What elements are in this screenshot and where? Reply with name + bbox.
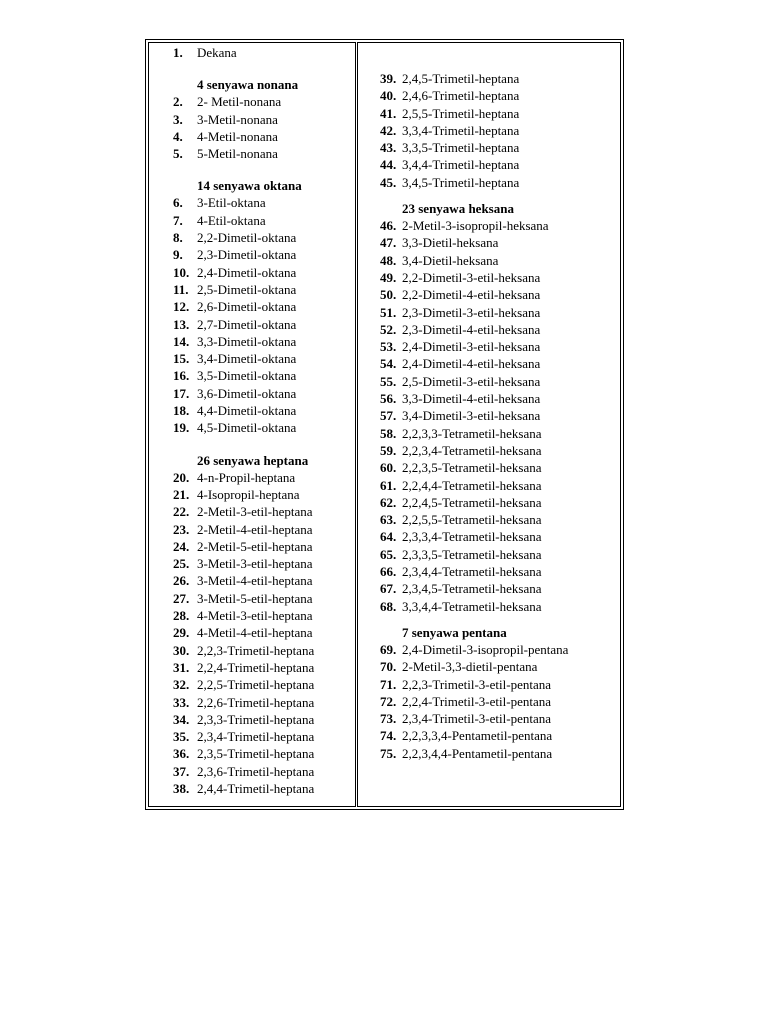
- compound-name: 3-Metil-3-etil-heptana: [197, 556, 313, 572]
- list-item: [149, 145, 355, 162]
- compound-name: 3,4-Dietil-heksana: [402, 252, 499, 268]
- item-number: 69.: [380, 641, 397, 657]
- item-number: 54.: [380, 356, 397, 372]
- list-item: [358, 658, 620, 675]
- item-number: 23.: [173, 521, 190, 537]
- item-number: 22.: [173, 504, 190, 520]
- item-number: 30.: [173, 642, 190, 658]
- compound-name: 2,2,3,4,4-Pentametil-pentana: [402, 745, 553, 761]
- right-list: [358, 70, 620, 762]
- item-number: 32.: [173, 677, 190, 693]
- item-number: 57.: [380, 408, 397, 424]
- item-number: 60.: [380, 460, 397, 476]
- compound-name: 2,2-Dimetil-4-etil-heksana: [402, 287, 541, 303]
- list-item: [149, 521, 355, 538]
- item-number: 43.: [380, 140, 397, 156]
- list-item: [358, 407, 620, 424]
- item-number: 66.: [380, 564, 397, 580]
- list-item: [358, 373, 620, 390]
- compound-name: 2,3,4-Trimetil-heptana: [197, 729, 315, 745]
- section-heading: 14 senyawa oktana: [197, 178, 302, 194]
- item-number: 58.: [380, 425, 397, 441]
- compound-name: 2,2,4,4-Tetrametil-heksana: [402, 477, 542, 493]
- list-item: [149, 229, 355, 246]
- item-number: 49.: [380, 269, 397, 285]
- compound-name: 3,3,5-Trimetil-heptana: [402, 140, 520, 156]
- item-number: 11.: [173, 281, 189, 297]
- list-item: [358, 425, 620, 442]
- item-number: 48.: [380, 252, 397, 268]
- compound-name: 2-Metil-4-etil-heptana: [197, 521, 313, 537]
- list-item: [149, 246, 355, 263]
- compound-name: 2,5-Dimetil-3-etil-heksana: [402, 373, 541, 389]
- list-item: [358, 355, 620, 372]
- item-number: 7.: [173, 212, 183, 228]
- compound-name: 2,2,3,3-Tetrametil-heksana: [402, 425, 542, 441]
- item-number: 19.: [173, 420, 190, 436]
- left-list: [149, 44, 355, 797]
- compound-name: 2,4-Dimetil-oktana: [197, 264, 297, 280]
- item-number: 72.: [380, 693, 397, 709]
- list-item: [358, 156, 620, 173]
- compound-name: 2,2,3,4-Tetrametil-heksana: [402, 442, 542, 458]
- list-item: [149, 469, 355, 486]
- item-number: 38.: [173, 780, 190, 796]
- list-item: [358, 546, 620, 563]
- compound-name: 2,7-Dimetil-oktana: [197, 316, 297, 332]
- list-item: [149, 93, 355, 110]
- item-number: 3.: [173, 111, 183, 127]
- item-number: 31.: [173, 659, 190, 675]
- list-item: [358, 234, 620, 251]
- document-frame: [145, 39, 624, 810]
- left-column: [148, 42, 356, 807]
- list-item: [149, 711, 355, 728]
- compound-name: 3-Metil-nonana: [197, 111, 278, 127]
- item-number: 12.: [173, 299, 190, 315]
- list-item: [358, 174, 620, 191]
- list-item: [149, 572, 355, 589]
- list-item: [149, 212, 355, 229]
- compound-name: 3,4-Dimetil-oktana: [197, 351, 297, 367]
- list-item: [149, 659, 355, 676]
- compound-name: 2,2,4-Trimetil-3-etil-pentana: [402, 693, 551, 709]
- compound-name: 2,4-Dimetil-3-etil-heksana: [402, 339, 541, 355]
- list-item: [149, 763, 355, 780]
- list-item: [149, 728, 355, 745]
- list-item: [358, 286, 620, 303]
- item-number: 61.: [380, 477, 397, 493]
- item-number: 15.: [173, 351, 190, 367]
- list-item: [149, 607, 355, 624]
- item-number: 74.: [380, 728, 397, 744]
- list-item: [358, 321, 620, 338]
- list-item: [358, 641, 620, 658]
- list-item: [149, 676, 355, 693]
- list-item: [358, 727, 620, 744]
- item-number: 64.: [380, 529, 397, 545]
- item-number: 29.: [173, 625, 190, 641]
- item-number: 62.: [380, 494, 397, 510]
- compound-name: 2,3,4,5-Tetrametil-heksana: [402, 581, 542, 597]
- list-item: [358, 105, 620, 122]
- item-number: 6.: [173, 195, 183, 211]
- compound-name: 4-Etil-oktana: [197, 212, 266, 228]
- item-number: 63.: [380, 512, 397, 528]
- list-item: [149, 333, 355, 350]
- compound-name: 2-Metil-5-etil-heptana: [197, 538, 313, 554]
- item-number: 24.: [173, 538, 190, 554]
- item-number: 46.: [380, 218, 397, 234]
- item-number: 10.: [173, 264, 190, 280]
- item-number: 56.: [380, 391, 397, 407]
- compound-name: 3,3-Dimetil-oktana: [197, 333, 297, 349]
- item-number: 20.: [173, 469, 190, 485]
- item-number: 33.: [173, 694, 190, 710]
- compound-name: 2,2,4,5-Tetrametil-heksana: [402, 494, 542, 510]
- compound-name: 2,2,5-Trimetil-heptana: [197, 677, 315, 693]
- compound-name: 2,3,4,4-Tetrametil-heksana: [402, 564, 542, 580]
- item-number: 8.: [173, 230, 183, 246]
- right-column: [357, 42, 621, 807]
- compound-name: 2-Metil-3,3-dietil-pentana: [402, 659, 538, 675]
- list-item: [149, 367, 355, 384]
- item-number: 59.: [380, 442, 397, 458]
- item-number: 71.: [380, 676, 397, 692]
- list-item: [149, 316, 355, 333]
- item-number: 70.: [380, 659, 397, 675]
- compound-name: 2- Metil-nonana: [197, 94, 282, 110]
- compound-name: 2,4-Dimetil-4-etil-heksana: [402, 356, 541, 372]
- item-number: 73.: [380, 711, 397, 727]
- compound-name: 4-n-Propil-heptana: [197, 469, 296, 485]
- list-item: [149, 745, 355, 762]
- item-number: 65.: [380, 546, 397, 562]
- compound-name: 4-Metil-3-etil-heptana: [197, 608, 313, 624]
- compound-name: 2,3,6-Trimetil-heptana: [197, 763, 315, 779]
- compound-name: 2,3,3,5-Tetrametil-heksana: [402, 546, 542, 562]
- list-item: [358, 676, 620, 693]
- item-number: 67.: [380, 581, 397, 597]
- list-item: [358, 252, 620, 269]
- compound-name: 3,4,5-Trimetil-heptana: [402, 174, 520, 190]
- item-number: 55.: [380, 373, 397, 389]
- compound-name: 5-Metil-nonana: [197, 146, 278, 162]
- compound-name: 2,2-Dimetil-oktana: [197, 230, 297, 246]
- section-heading: 7 senyawa pentana: [402, 624, 507, 640]
- item-number: 18.: [173, 403, 190, 419]
- compound-name: 2,2,4-Trimetil-heptana: [197, 659, 315, 675]
- list-item: [149, 538, 355, 555]
- item-number: 41.: [380, 105, 397, 121]
- compound-name: 3,3-Dietil-heksana: [402, 235, 499, 251]
- item-number: 47.: [380, 235, 397, 251]
- list-item: [149, 419, 355, 436]
- section-heading: 23 senyawa heksana: [402, 201, 514, 217]
- item-number: 51.: [380, 304, 397, 320]
- compound-name: 2,6-Dimetil-oktana: [197, 299, 297, 315]
- list-item: [149, 128, 355, 145]
- item-number: 68.: [380, 598, 397, 614]
- compound-name: 4-Isopropil-heptana: [197, 486, 300, 502]
- list-item: [358, 745, 620, 762]
- list-item: [149, 503, 355, 520]
- item-number: 5.: [173, 146, 183, 162]
- item-number: 34.: [173, 711, 190, 727]
- list-item: [358, 511, 620, 528]
- item-number: 39.: [380, 71, 397, 86]
- compound-name: 2,4,4-Trimetil-heptana: [197, 780, 315, 796]
- compound-name: 2,4,6-Trimetil-heptana: [402, 88, 520, 104]
- list-item: [358, 710, 620, 727]
- item-number: 40.: [380, 88, 397, 104]
- compound-name: 4-Metil-4-etil-heptana: [197, 625, 313, 641]
- compound-name: 4-Metil-nonana: [197, 128, 278, 144]
- list-item: [358, 70, 620, 87]
- compound-name: 2-Metil-3-etil-heptana: [197, 504, 313, 520]
- list-item: [358, 598, 620, 615]
- compound-name: 2,3,3-Trimetil-heptana: [197, 711, 315, 727]
- item-number: 37.: [173, 763, 190, 779]
- list-item: [358, 304, 620, 321]
- item-number: 14.: [173, 333, 190, 349]
- list-item: [149, 590, 355, 607]
- compound-name: 2,2,3,3,4-Pentametil-pentana: [402, 728, 553, 744]
- compound-name: 2,5,5-Trimetil-heptana: [402, 105, 520, 121]
- item-number: 13.: [173, 316, 190, 332]
- compound-name: 2,2,3-Trimetil-heptana: [197, 642, 315, 658]
- list-item: [149, 694, 355, 711]
- compound-name: 3,5-Dimetil-oktana: [197, 368, 297, 384]
- list-item: [358, 442, 620, 459]
- item-number: 26.: [173, 573, 190, 589]
- list-item: [149, 780, 355, 797]
- compound-name: 2,3,3,4-Tetrametil-heksana: [402, 529, 542, 545]
- list-item: [149, 402, 355, 419]
- compound-name: 3,4-Dimetil-3-etil-heksana: [402, 408, 541, 424]
- compound-name: 2-Metil-3-isopropil-heksana: [402, 218, 549, 234]
- compound-name: 3,4,4-Trimetil-heptana: [402, 157, 520, 173]
- item-number: 17.: [173, 385, 190, 401]
- list-item: [149, 298, 355, 315]
- compound-name: 2,3-Dimetil-oktana: [197, 247, 297, 263]
- list-item: [358, 217, 620, 234]
- list-item: [358, 139, 620, 156]
- compound-name: 3,3,4-Trimetil-heptana: [402, 122, 520, 138]
- list-item: [358, 87, 620, 104]
- list-item: [149, 264, 355, 281]
- item-number: 42.: [380, 122, 397, 138]
- compound-name: 2,2,6-Trimetil-heptana: [197, 694, 315, 710]
- compound-name: 2,4-Dimetil-3-isopropil-pentana: [402, 641, 569, 657]
- compound-name: 3,3,4,4-Tetrametil-heksana: [402, 598, 542, 614]
- item-number: 27.: [173, 590, 190, 606]
- compound-name: 3-Metil-5-etil-heptana: [197, 590, 313, 606]
- item-number: 36.: [173, 746, 190, 762]
- item-number: 21.: [173, 486, 190, 502]
- compound-name: 2,2-Dimetil-3-etil-heksana: [402, 269, 541, 285]
- compound-name: 2,2,5,5-Tetrametil-heksana: [402, 512, 542, 528]
- compound-name: 2,4,5-Trimetil-heptana: [402, 71, 520, 86]
- item-number: 9.: [173, 247, 183, 263]
- compound-name: 2,3,4-Trimetil-3-etil-pentana: [402, 711, 551, 727]
- list-item: [358, 528, 620, 545]
- list-item: [358, 269, 620, 286]
- list-item: [358, 580, 620, 597]
- list-item: [149, 486, 355, 503]
- item-number: 44.: [380, 157, 397, 173]
- compound-name: 2,2,3-Trimetil-3-etil-pentana: [402, 676, 551, 692]
- compound-name: 2,2,3,5-Tetrametil-heksana: [402, 460, 542, 476]
- compound-name: 3,3-Dimetil-4-etil-heksana: [402, 391, 541, 407]
- item-number: 28.: [173, 608, 190, 624]
- compound-name: 3-Metil-4-etil-heptana: [197, 573, 313, 589]
- item-number: 52.: [380, 321, 397, 337]
- item-number: 25.: [173, 556, 190, 572]
- item-number: 53.: [380, 339, 397, 355]
- item-number: 16.: [173, 368, 190, 384]
- item-number: 75.: [380, 745, 397, 761]
- list-item: [149, 350, 355, 367]
- item-number: 45.: [380, 174, 397, 190]
- compound-name: 2,3-Dimetil-3-etil-heksana: [402, 304, 541, 320]
- list-item: [358, 122, 620, 139]
- list-item: [149, 555, 355, 572]
- section-heading: 4 senyawa nonana: [197, 77, 299, 93]
- compound-name: 2,5-Dimetil-oktana: [197, 281, 297, 297]
- compound-name: 4,4-Dimetil-oktana: [197, 403, 297, 419]
- list-item: [358, 390, 620, 407]
- item-number: 2.: [173, 94, 183, 110]
- compound-name: 2,3,5-Trimetil-heptana: [197, 746, 315, 762]
- list-item: [149, 385, 355, 402]
- list-item: [358, 693, 620, 710]
- item-number: 1.: [173, 45, 183, 60]
- item-number: 35.: [173, 729, 190, 745]
- item-number: 50.: [380, 287, 397, 303]
- list-item: [149, 194, 355, 211]
- list-item: [358, 563, 620, 580]
- item-number: 4.: [173, 128, 183, 144]
- list-item: [149, 624, 355, 641]
- list-item: [149, 44, 355, 61]
- list-item: [358, 459, 620, 476]
- section-heading: 26 senyawa heptana: [197, 452, 309, 468]
- list-item: [358, 477, 620, 494]
- list-item: [149, 642, 355, 659]
- list-item: [358, 338, 620, 355]
- compound-name: 3-Etil-oktana: [197, 195, 266, 211]
- compound-name: 3,6-Dimetil-oktana: [197, 385, 297, 401]
- compound-name: Dekana: [197, 45, 237, 60]
- list-item: [358, 494, 620, 511]
- list-item: [149, 111, 355, 128]
- list-item: [149, 281, 355, 298]
- compound-name: 4,5-Dimetil-oktana: [197, 420, 297, 436]
- compound-name: 2,3-Dimetil-4-etil-heksana: [402, 321, 541, 337]
